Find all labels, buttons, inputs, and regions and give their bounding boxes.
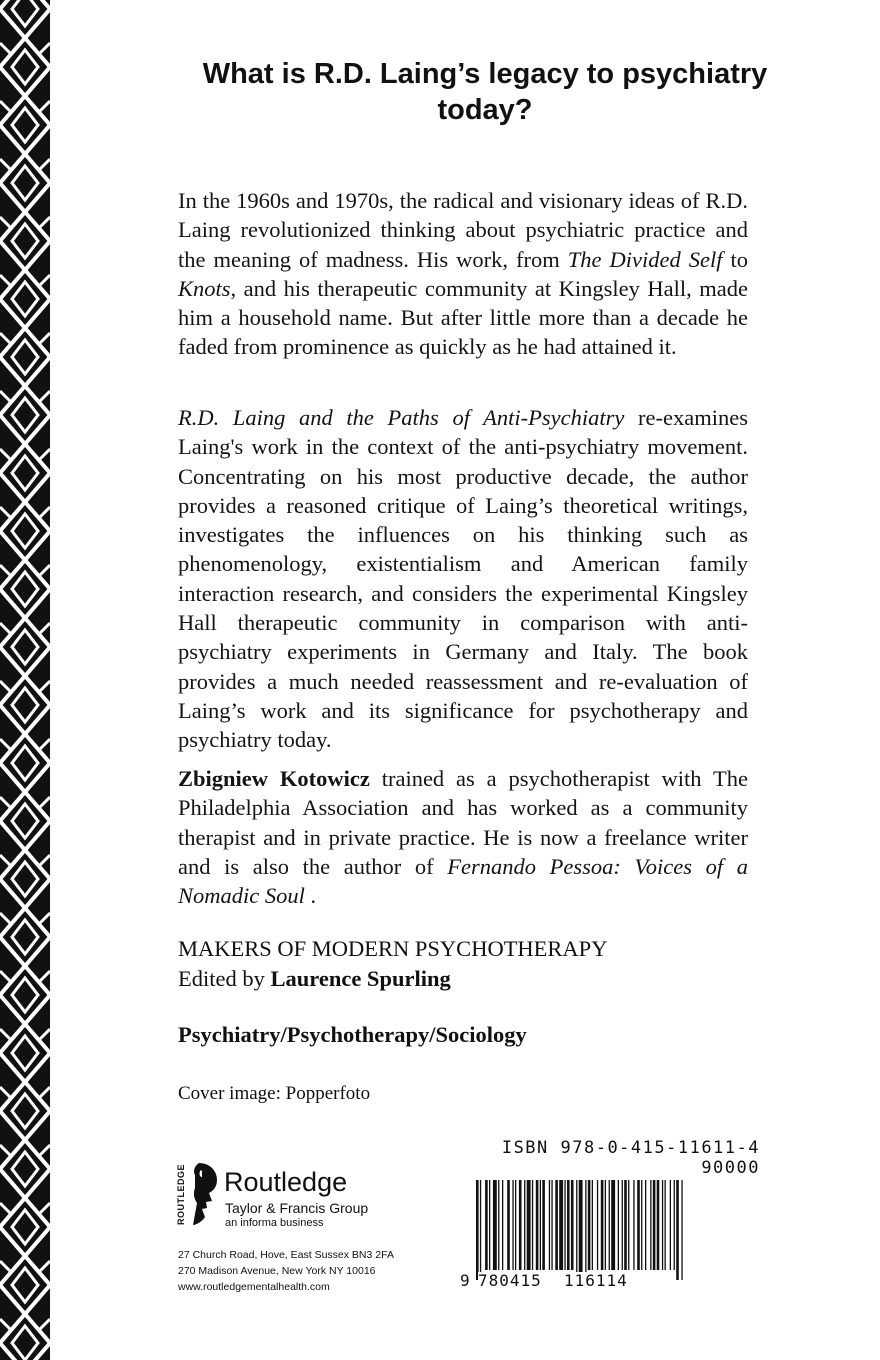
publisher-informa-line: an informa business [225,1217,324,1229]
cover-image-credit: Cover image: Popperfoto [178,1083,371,1104]
series-name: MAKERS OF MODERN PSYCHOTHERAPY [178,936,608,961]
routledge-head-icon [193,1163,219,1225]
isbn-barcode [460,1138,760,1298]
publisher-name: Routledge [224,1167,348,1197]
publisher-group: Taylor & Francis Group [225,1200,369,1216]
barcode-digit-group-1: 780415 [478,1271,542,1290]
decorative-border-pattern [0,0,50,1360]
publisher-vertical-wordmark: ROUTLEDGE [176,1163,186,1225]
publisher-logo [176,1163,406,1233]
barcode-digit-first: 9 [460,1271,471,1290]
description-paragraph-1: In the 1960s and 1970s, the radical and visionary ideas of R.D. Laing revolutionized thinking about psychiatric practice and the meaning of madness. His work, from The Divided Self to Knots, and his therapeutic community at Kingsley Hall, made him a household name. But after little more than a decade he faded from prominence as quickly as he had attained it. [178,188,748,360]
isbn-label: ISBN 978-0-415-11611-4 [501,1138,760,1158]
price-code: 90000 [701,1158,760,1178]
barcode-digit-group-2: 116114 [564,1271,628,1290]
back-cover-heading: What is R.D. Laing’s legacy to psychiatry today? [202,58,768,126]
publisher-address-us: 270 Madison Avenue, New York NY 10016 [178,1265,376,1277]
subject-categories: Psychiatry/Psychotherapy/Sociology [178,1022,527,1047]
author-bio: Zbigniew Kotowicz trained as a psychotherapist with The Philadelphia Association and has worked as a community therapist and in private practice. He is now a freelance writer and is also the author of Fernando Pessoa: Voices of a Nomadic Soul . [178,766,748,909]
publisher-address-uk: 27 Church Road, Hove, East Sussex BN3 2FA [178,1249,394,1261]
description-paragraph-2: R.D. Laing and the Paths of Anti-Psychiatry re-examines Laing's work in the context of the anti-psychiatry movement. Concentrating on his most productive decade, the author provides a reasoned critique of Laing’s theoretical writings, investigates the influences on his thinking such as phenomenology, existentialism and American family interaction research, and considers the experimental Kingsley Hall therapeutic community in comparison with anti-psychiatry experiments in Germany and Italy. The book provides a much needed reassessment and re-evaluation of Laing’s work and its significance for psychotherapy and psychiatry today. [178,405,748,753]
publisher-website: www.routledgementalhealth.com [178,1281,330,1293]
series-editor: Edited by Laurence Spurling [178,966,451,991]
